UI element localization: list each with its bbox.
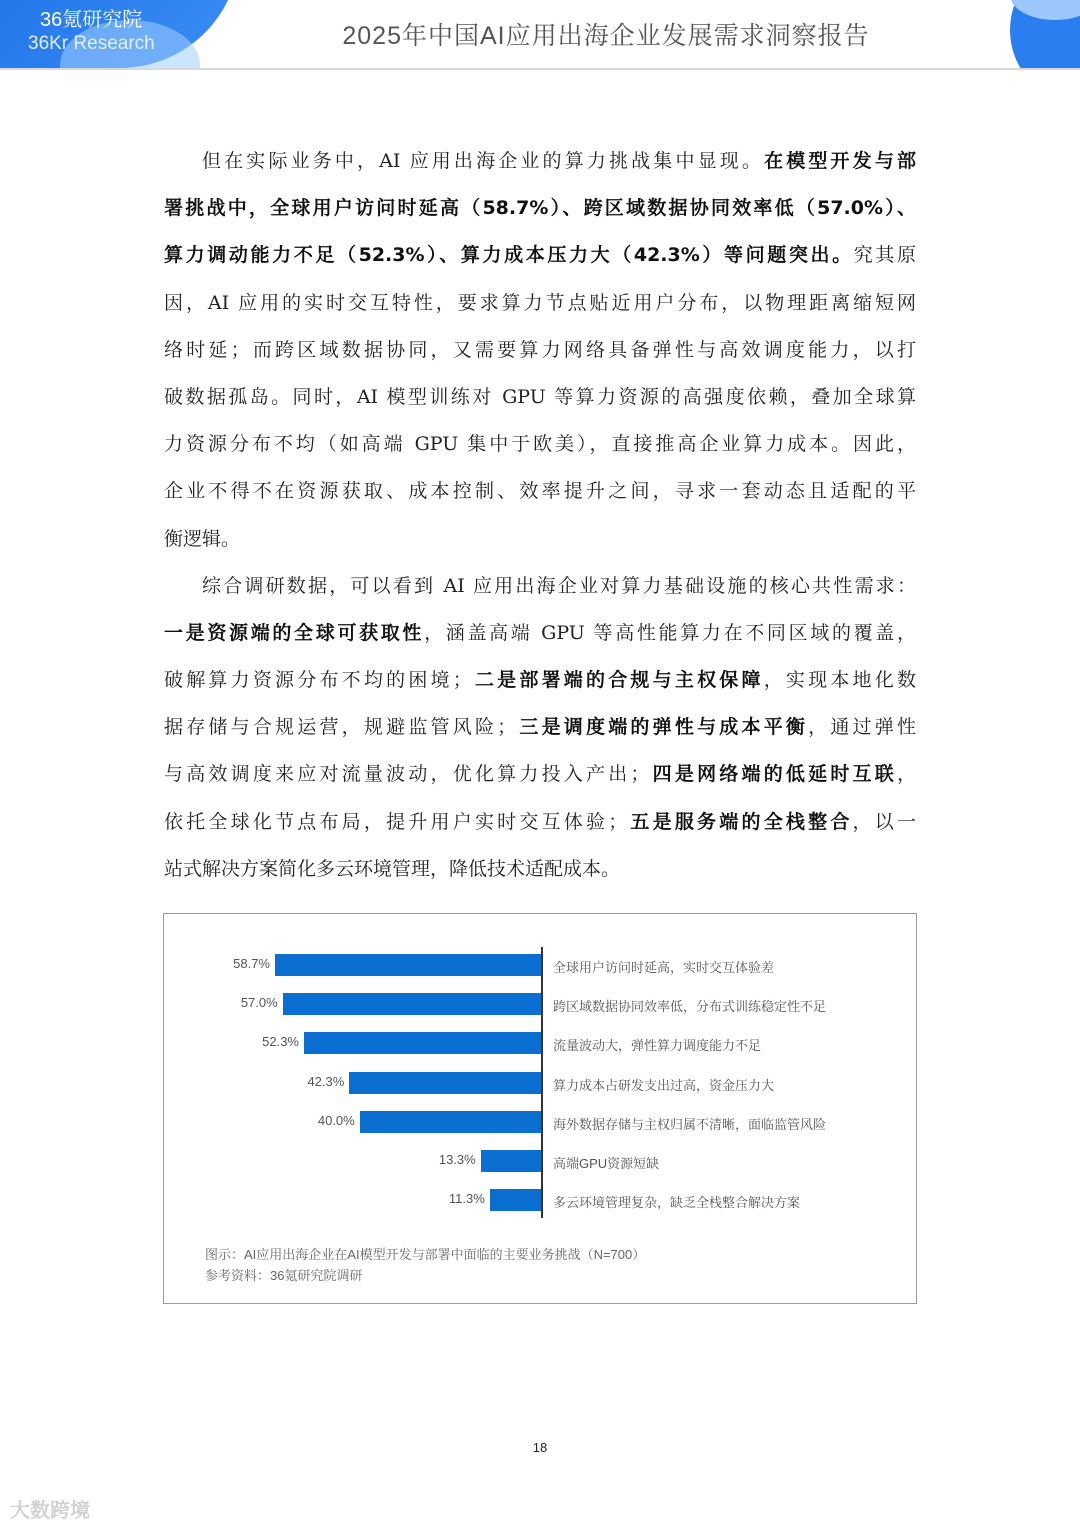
text-line: [164, 799, 916, 846]
category-label: 高端GPU资源短缺: [553, 1156, 660, 1171]
text: ，涵盖高端 GPU 等高性能算力在不同区域的覆盖，: [424, 621, 916, 644]
category-label: 海外数据存储与主权归属不清晰，面临监管风险: [553, 1116, 827, 1132]
bar: [481, 1150, 541, 1172]
bar: [304, 1032, 541, 1054]
text: 破数据孤岛。同时，AI 模型训练对 GPU 等算力资源的高强度依赖，叠加全球算: [164, 385, 916, 408]
bar: [275, 954, 541, 976]
text: 力资源分布不均（如高端 GPU 集中于欧美），直接推高企业算力成本。因此，: [164, 433, 916, 456]
text: ，以一: [852, 810, 916, 833]
category-label: 流量波动大，弹性算力调度能力不足: [553, 1038, 762, 1054]
text-line: [164, 374, 916, 421]
text-line: [164, 185, 916, 232]
text-line: [164, 751, 916, 798]
text: 与高效调度来应对流量波动，优化算力投入产出；: [164, 763, 650, 786]
logo-en: 36Kr Research: [28, 33, 155, 54]
text: 企业不得不在资源获取、成本控制、效率提升之间，寻求一套动态且适配的平: [164, 480, 916, 503]
bold-text: 算力调动能力不足（52.3%）、算力成本压力大（42.3%）等问题突出。: [164, 244, 854, 267]
bold-text: 在模型开发与部: [764, 150, 916, 172]
bar: [283, 993, 541, 1015]
text: ，: [896, 763, 916, 786]
bar: [360, 1111, 541, 1133]
bold-text: 三是调度端的弹性与成本平衡: [516, 716, 809, 739]
text-line: [164, 468, 916, 515]
text: 但在实际业务中，AI 应用出海企业的算力挑战集中显现。: [202, 150, 765, 172]
bar-value-label: 57.0%: [240, 995, 278, 1011]
bar: [490, 1189, 541, 1211]
category-label: 算力成本占研发支出过高，资金压力大: [553, 1077, 775, 1093]
text-line: [164, 138, 916, 185]
bold-text: 署挑战中，全球用户访问时延高（58.7%）、跨区域数据协同效率低（57.0%）、: [164, 197, 916, 220]
text: ，通过弹性: [808, 716, 916, 739]
text: 络时延；而跨区域数据协同，又需要算力网络具备弹性与高效调度能力，以打: [164, 338, 916, 361]
category-label: 全球用户访问时延高，实时交互体验差: [553, 960, 775, 975]
text: 衡逻辑。: [164, 527, 241, 550]
text-line: [164, 232, 916, 279]
chart-caption: 图示：AI应用出海企业在AI模型开发与部署中面临的主要业务挑战（N=700）: [205, 1247, 646, 1262]
bold-text: 四是网络端的低延时互联: [649, 763, 897, 786]
bar-value-label: 42.3%: [307, 1073, 345, 1089]
text-line: [164, 327, 916, 374]
text: 站式解决方案简化多云环境管理，降低技术适配成本。: [164, 857, 621, 880]
bold-text: 五是服务端的全栈整合: [627, 810, 853, 833]
text: 因，AI 应用的实时交互特性，要求算力节点贴近用户分布，以物理距离缩短网: [164, 291, 916, 314]
bar-value-label: 11.3%: [448, 1191, 485, 1207]
bold-text: 一是资源端的全球可获取性: [164, 621, 425, 644]
text-line: [164, 657, 916, 704]
text-line: [164, 421, 916, 468]
text-line: [164, 563, 916, 610]
bold-text: 二是部署端的合规与主权保障: [471, 669, 764, 692]
bar-value-label: 52.3%: [262, 1034, 299, 1050]
body-text: [164, 138, 916, 893]
page-number: 18: [532, 1440, 548, 1455]
text: 依托全球化节点布局，提升用户实时交互体验；: [164, 810, 628, 833]
bar-value-label: 13.3%: [438, 1152, 476, 1167]
text: ，实现本地化数: [763, 669, 916, 692]
text-line: [164, 846, 916, 893]
document-title: 2025年中国AI应用出海企业发展需求洞察报告: [342, 22, 870, 50]
chart-source: 参考资料：36氪研究院调研: [205, 1268, 363, 1283]
chart-axis: [541, 947, 543, 1218]
text: 据存储与合规运营，规避监管风险；: [164, 716, 517, 739]
bar: [349, 1072, 541, 1094]
text-line: [164, 610, 916, 657]
logo-cn: 36氪研究院: [40, 9, 143, 31]
bar-value-label: 40.0%: [317, 1112, 355, 1128]
bar-value-label: 58.7%: [233, 956, 270, 971]
category-label: 多云环境管理复杂，缺乏全栈整合解决方案: [553, 1195, 801, 1211]
text: 综合调研数据，可以看到 AI 应用出海企业对算力基础设施的核心共性需求：: [202, 574, 916, 597]
watermark: 大数跨境: [10, 1500, 90, 1522]
text-line: [164, 280, 916, 327]
text: 究其原: [853, 244, 916, 267]
text: 破解算力资源分布不均的困境；: [164, 669, 472, 692]
text-line: [164, 704, 916, 751]
page-header: [0, 0, 1080, 70]
text-line: [164, 516, 916, 563]
category-label: 跨区域数据协同效率低，分布式训练稳定性不足: [553, 999, 827, 1015]
